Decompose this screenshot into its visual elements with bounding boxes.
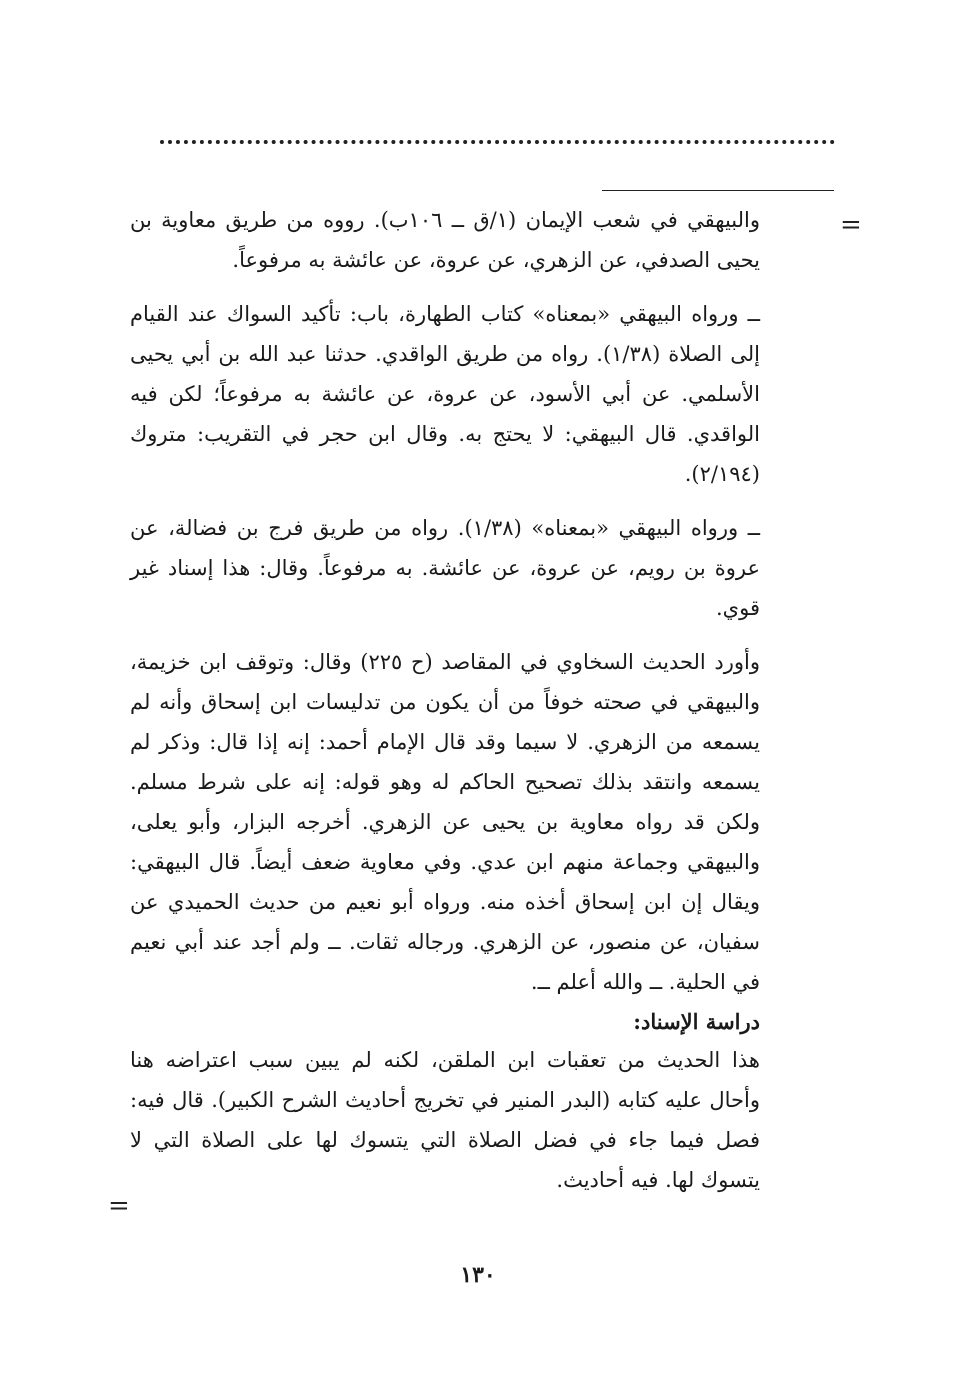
footnote-paragraph-3: ــ ورواه البيهقي «بمعناه» (١/٣٨). رواه من طريق فرج بن فضالة، عن عروة بن رويم، عن عروة، عن عائشة. به مرفوعاً. وقال: هذا إسناد غير قوي. (130, 516, 760, 620)
study-paragraph: هذا الحديث من تعقبات ابن الملقن، لكنه لم يبين سبب اعتراضه هنا وأحال عليه كتابه (البدر المنير في تخريج أحاديث الشرح الكبير). قال فيه: فصل فيما جاء في فضل الصلاة التي يتسوك لها على الصلاة التي لا يتسوك لها. فيه أحاديث. (130, 1048, 760, 1192)
continuation-mark-top: = (840, 210, 862, 240)
footnote-rule (602, 190, 834, 191)
continuation-mark-bottom: = (108, 1191, 130, 1221)
dotted-separator (160, 140, 835, 144)
footnote-paragraph-4: وأورد الحديث السخاوي في المقاصد (ح ٢٢٥) وقال: وتوقف ابن خزيمة، والبيهقي في صحته خوفاً من أن يكون من تدليسات ابن إسحاق وأنه لم يسمعه من الزهري. لا سيما وقد قال الإمام أحمد: إنه إذا قال: وذكر لم يسمعه وانتقد بذلك تصحيح الحاكم له وهو قوله: إنه على شرط مسلم. ولكن قد رواه معاوية بن يحيى عن الزهري. أخرجه البزار، وأبو يعلى، والبيهقي وجماعة منهم ابن عدي. وفي معاوية ضعف أيضاً. قال البيهقي: ويقال إن ابن إسحاق أخذه منه. ورواه أبو نعيم من حديث الحميدي عن سفيان، عن منصور، عن الزهري. ورجاله ثقات. ــ ولم أجد عند أبي نعيم في الحلية. ــ والله أعلم ــ. (130, 650, 761, 994)
footnote-paragraph-2: ــ ورواه البيهقي «بمعناه» كتاب الطهارة، باب: تأكيد السواك عند القيام إلى الصلاة (١/٣٨). رواه من طريق الواقدي. حدثنا عبد الله بن أبي يحيى الأسلمي. عن أبي الأسود، عن عروة، عن عائشة به مرفوعاً؛ لكن فيه الواقدي. قال البيهقي: لا يحتج به. وقال ابن حجر في التقريب: متروك (٢/١٩٤). (130, 302, 760, 486)
page-content (130, 200, 760, 1200)
section-heading: دراسة الإسناد: (633, 1009, 760, 1034)
page-number: ١٣٠ (460, 1262, 496, 1288)
footnote-paragraph-1: والبيهقي في شعب الإيمان (١/ق ــ ١٠٦ب). رووه من طريق معاوية بن يحيى الصدفي، عن الزهري، عن عروة، عن عائشة به مرفوعاً. (130, 208, 760, 272)
